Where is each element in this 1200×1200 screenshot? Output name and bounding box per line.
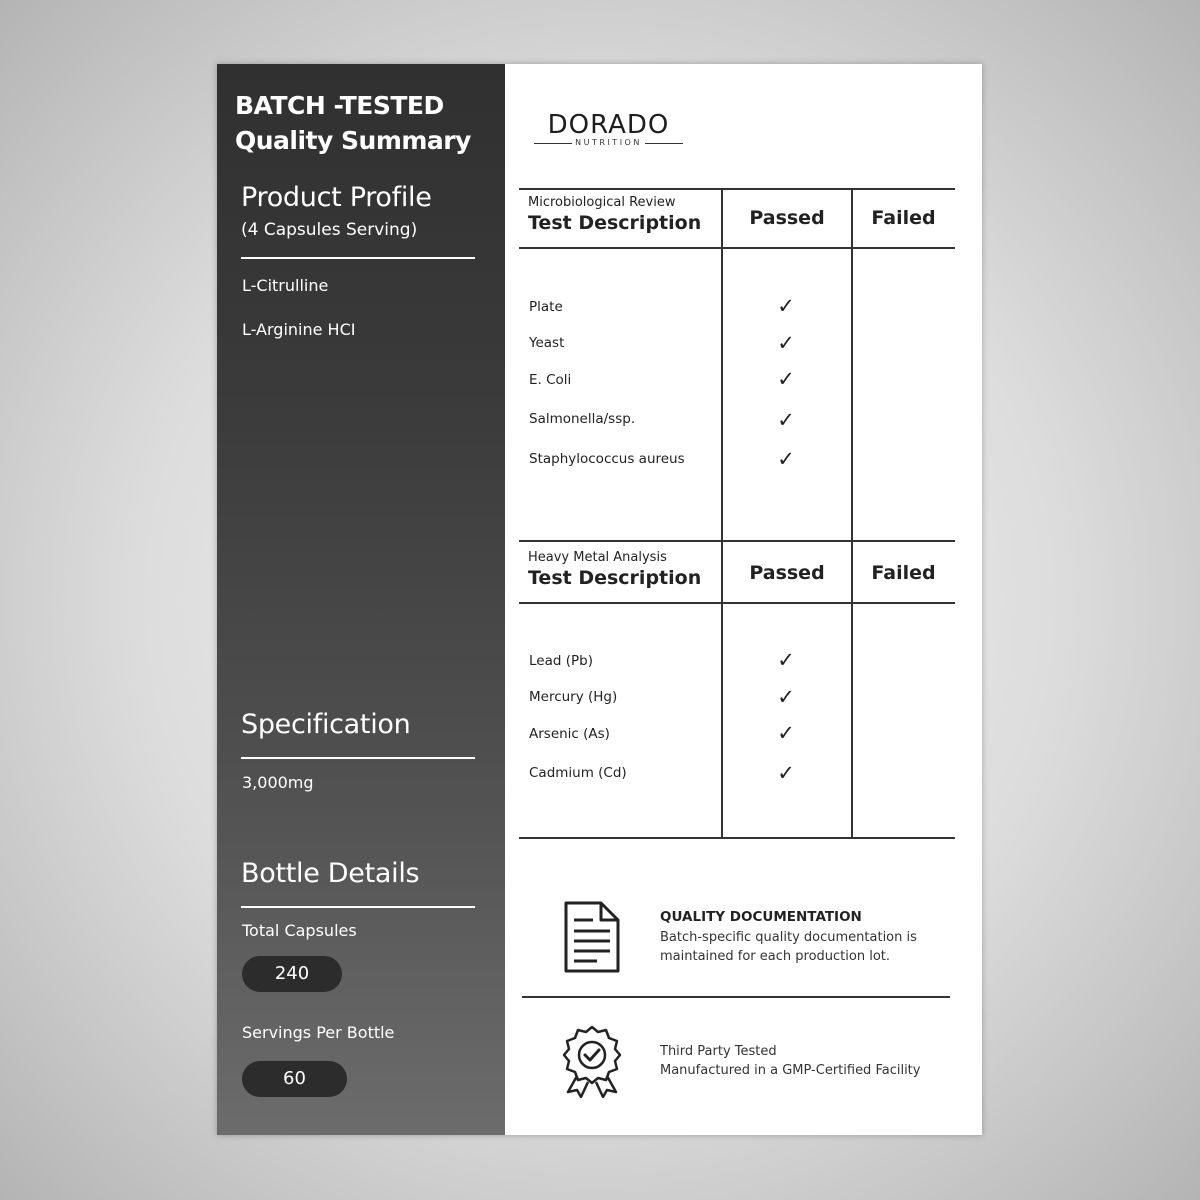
ingredient-item: L-Citrulline [242,276,329,295]
heavy-metal-table [519,540,955,839]
award-badge-icon [560,1024,624,1098]
microbiological-passed-header: Passed [749,207,825,229]
brand-subtitle: NUTRITION [575,138,642,147]
microbiological-section-label: Microbiological Review [528,195,676,210]
specification-heading: Specification [241,709,411,740]
servings-per-bottle-badge: 60 [242,1061,347,1097]
passed-check-icon: ✓ [777,447,795,471]
quality-documentation-text: Batch-specific quality documentation is maintained for each production lot. [660,930,917,964]
specification-value: 3,000mg [242,773,314,792]
column-divider [851,540,853,838]
test-row-label: Cadmium (Cd) [529,765,627,781]
passed-check-icon: ✓ [777,367,795,391]
passed-check-icon: ✓ [777,408,795,432]
test-row-label: E. Coli [529,372,572,388]
column-divider [851,188,853,541]
microbiological-table [519,188,955,541]
column-divider [721,188,723,541]
table-top-rule [519,540,955,542]
passed-check-icon: ✓ [777,721,795,745]
total-capsules-label: Total Capsules [242,921,357,940]
table-top-rule [519,188,955,190]
microbiological-description-header: Test Description [528,212,702,234]
test-row-label: Plate [529,299,563,315]
product-profile-heading: Product Profile [241,182,432,213]
summary-title-line1: BATCH -TESTED [235,91,444,120]
test-row-label: Mercury (Hg) [529,689,618,705]
microbiological-failed-header: Failed [871,207,936,229]
table-bottom-rule [519,837,955,839]
heavy-metal-description-header: Test Description [528,567,702,589]
total-capsules-badge: 240 [242,956,342,992]
gmp-certified-text: Manufactured in a GMP-Certified Facility [660,1063,921,1078]
sidebar [217,64,505,1135]
third-party-tested-text: Third Party Tested [660,1044,777,1059]
passed-check-icon: ✓ [777,294,795,318]
passed-check-icon: ✓ [777,331,795,355]
passed-check-icon: ✓ [777,685,795,709]
servings-per-bottle-label: Servings Per Bottle [242,1023,395,1042]
bottle-details-divider [241,906,475,908]
summary-title-line2: Quality Summary [235,126,471,155]
quality-documentation-title: QUALITY DOCUMENTATION [660,909,862,925]
heavy-metal-failed-header: Failed [871,562,936,584]
ingredient-item: L-Arginine HCI [242,320,356,339]
test-row-label: Staphylococcus aureus [529,451,685,467]
test-row-label: Lead (Pb) [529,653,593,669]
document-icon [563,900,621,974]
test-row-label: Yeast [529,335,565,351]
brand-name: DORADO [547,110,670,140]
summary-title [235,88,500,158]
specification-divider [241,757,475,759]
column-divider [721,540,723,838]
brand-line-right [645,143,683,144]
product-profile-divider [241,257,475,259]
test-row-label: Salmonella/ssp. [529,411,636,427]
passed-check-icon: ✓ [777,761,795,785]
info-divider [522,996,950,998]
table-header-rule [519,247,955,249]
product-profile-subheading: (4 Capsules Serving) [241,220,418,240]
test-row-label: Arsenic (As) [529,726,610,742]
heavy-metal-section-label: Heavy Metal Analysis [528,550,667,565]
brand-logo [531,108,686,150]
bottle-details-heading: Bottle Details [241,858,420,889]
passed-check-icon: ✓ [777,648,795,672]
heavy-metal-passed-header: Passed [749,562,825,584]
table-header-rule [519,602,955,604]
quality-summary-sheet [217,64,982,1135]
